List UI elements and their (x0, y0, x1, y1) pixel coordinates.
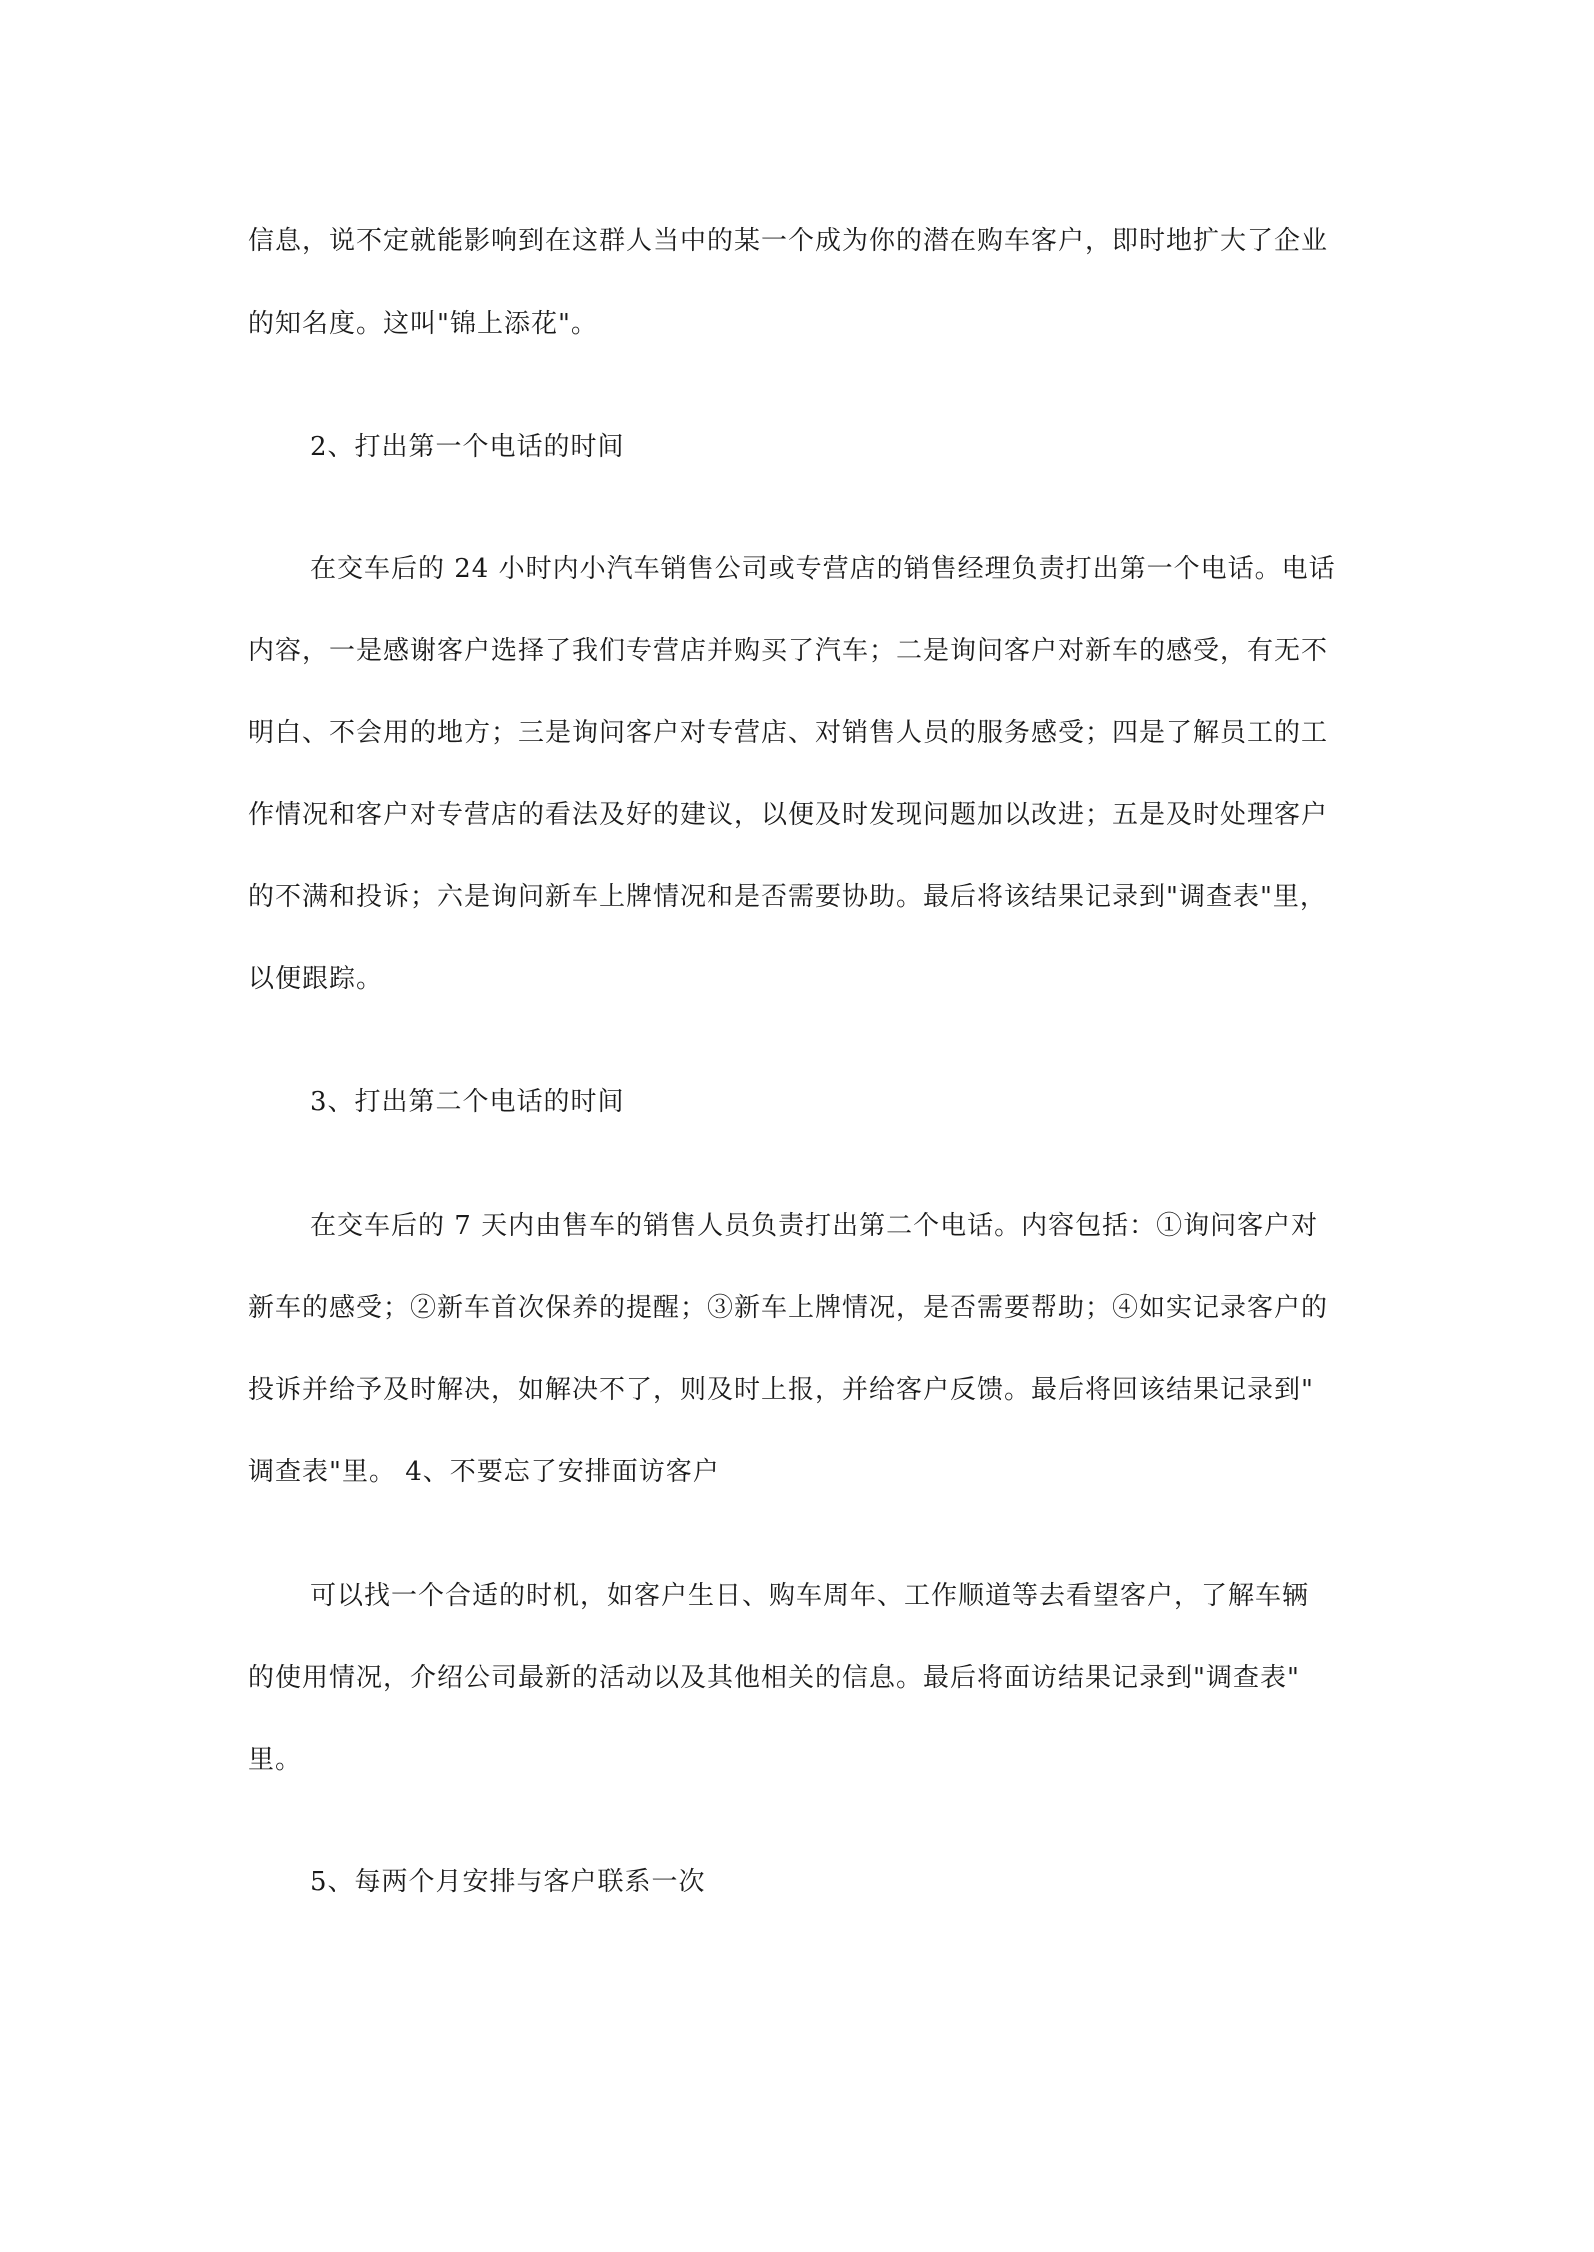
section-heading: 3、打出第二个电话的时间 (310, 1087, 625, 1117)
paragraph-line: 投诉并给予及时解决，如解决不了，则及时上报，并给客户反馈。最后将回该结果记录到" (248, 1375, 1314, 1405)
paragraph-line: 的知名度。这叫"锦上添花"。 (248, 309, 598, 339)
paragraph-line: 在交车后的 24 小时内小汽车销售公司或专营店的销售经理负责打出第一个电话。电话 (310, 554, 1336, 584)
paragraph-line: 可以找一个合适的时机，如客户生日、购车周年、工作顺道等去看望客户，了解车辆 (310, 1581, 1310, 1611)
paragraph-line: 明白、不会用的地方；三是询问客户对专营店、对销售人员的服务感受；四是了解员工的工 (248, 718, 1329, 748)
paragraph-line: 的使用情况，介绍公司最新的活动以及其他相关的信息。最后将面访结果记录到"调查表" (248, 1663, 1300, 1693)
paragraph-line: 在交车后的 7 天内由售车的销售人员负责打出第二个电话。内容包括：①询问客户对 (310, 1211, 1319, 1241)
paragraph-line: 的不满和投诉；六是询问新车上牌情况和是否需要协助。最后将该结果记录到"调查表"里， (248, 882, 1327, 912)
paragraph-line: 内容，一是感谢客户选择了我们专营店并购买了汽车；二是询问客户对新车的感受，有无不 (248, 636, 1329, 666)
paragraph-line: 信息，说不定就能影响到在这群人当中的某一个成为你的潜在购车客户，即时地扩大了企业 (248, 226, 1329, 256)
paragraph-line: 以便跟踪。 (248, 964, 384, 994)
section-heading: 2、打出第一个电话的时间 (310, 432, 625, 462)
paragraph-line: 调查表"里。 4、不要忘了安排面访客户 (248, 1457, 720, 1487)
paragraph-line: 新车的感受；②新车首次保养的提醒；③新车上牌情况，是否需要帮助；④如实记录客户的 (248, 1293, 1329, 1323)
paragraph-line: 作情况和客户对专营店的看法及好的建议，以便及时发现问题加以改进；五是及时处理客户 (248, 800, 1329, 830)
paragraph-line: 里。 (248, 1745, 303, 1775)
section-heading: 5、每两个月安排与客户联系一次 (310, 1867, 706, 1897)
